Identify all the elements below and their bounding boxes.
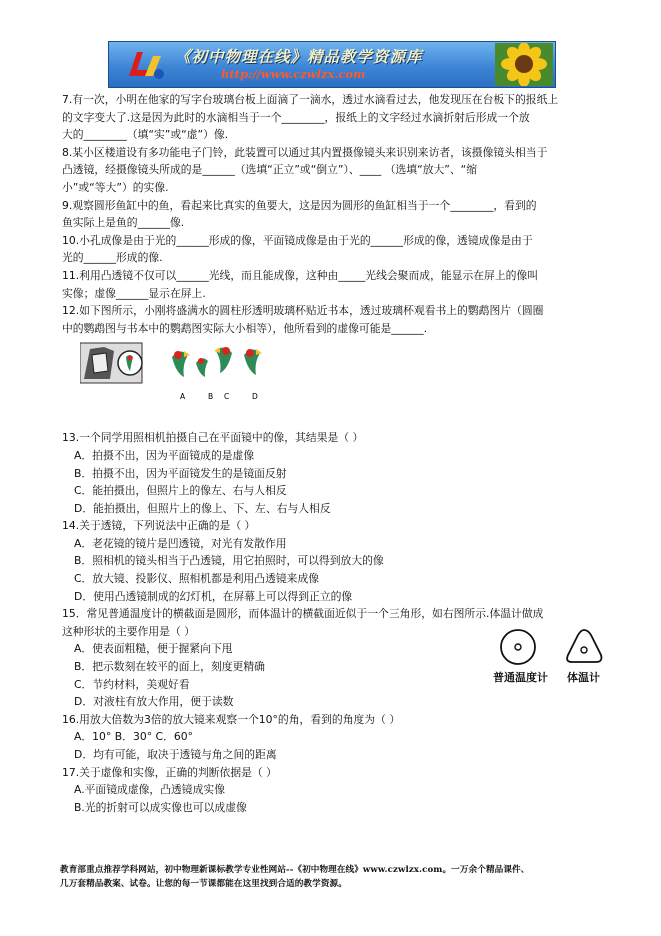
answer-option: D．对液柱有放大作用，便于读数 bbox=[74, 695, 234, 709]
question-stem: 14.关于透镜，下列说法中正确的是（ ） bbox=[62, 519, 256, 533]
question-q17 bbox=[62, 764, 590, 817]
question-line: 11.利用凸透镜不仅可以______光线，而且能成像，这种由_____光线会聚而成，能显示在屏上的像叫 bbox=[62, 268, 539, 282]
question-line: 小”或“等大”）的实像. bbox=[62, 180, 169, 194]
answer-option: B.光的折射可以成实像也可以成虚像 bbox=[74, 800, 247, 814]
question-line: 鱼实际上是鱼的______像. bbox=[62, 216, 185, 230]
answer-option: A．使表面粗糙，便于握紧向下甩 bbox=[74, 642, 233, 656]
question-line: 9.观察圆形鱼缸中的鱼，看起来比真实的鱼要大，这是因为圆形的鱼缸相当于一个________，看到的 bbox=[62, 198, 537, 212]
banner-title: 《初中物理在线》精品教学资源库 bbox=[175, 47, 423, 66]
question-q13 bbox=[62, 429, 590, 517]
question-line: 7.有一次，小明在他家的写字台玻璃台板上面滴了一滴水，透过水滴看过去，他发现压在台板下的报纸上 bbox=[62, 93, 559, 106]
figure-label-b: B bbox=[208, 392, 214, 402]
answer-option: B．拍摄不出，因为平面镜发生的是镜面反射 bbox=[74, 466, 287, 480]
triangular-thermometer-icon bbox=[567, 630, 601, 662]
round-thermometer-icon bbox=[501, 630, 535, 664]
figure-label-a: A bbox=[180, 392, 186, 402]
label-clinical-thermometer: 体温计 bbox=[567, 671, 600, 684]
question-q11 bbox=[62, 267, 590, 302]
question-line: 中的鹦鹉图与书本中的鹦鹉图实际大小相等），他所看到的虚像可能是______. bbox=[62, 321, 428, 335]
question-stem: 17.关于虚像和实像，正确的判断依据是（ ） bbox=[62, 765, 277, 779]
question-stem: 13.一个同学用照相机拍摄自己在平面镜中的像，其结果是（ ） bbox=[62, 431, 364, 445]
answer-option: C．节约材料，美观好看 bbox=[74, 677, 190, 691]
parrot-figure bbox=[80, 341, 590, 403]
parrot-option-images bbox=[172, 347, 262, 377]
question-q14 bbox=[62, 517, 590, 605]
question-q12 bbox=[62, 302, 590, 337]
answer-option: A.平面镜成虚像，凸透镜成实像 bbox=[74, 783, 225, 797]
question-line: 实像；虚像______显示在屏上. bbox=[62, 286, 206, 300]
answer-option: C．放大镜、投影仪、照相机都是利用凸透镜来成像 bbox=[74, 572, 320, 586]
page-footer bbox=[60, 863, 620, 891]
question-stem: 15．常见普通温度计的横截面是圆形，而体温计的横截面近似于一个三角形，如右图所示.体温计做成 bbox=[62, 607, 544, 621]
question-line: 12.如下图所示，小刚将盛满水的圆柱形透明玻璃杯贴近书本，透过玻璃杯观看书上的鹦鹉图片（圆圈 bbox=[62, 304, 544, 318]
question-q10 bbox=[62, 232, 590, 267]
worksheet-body bbox=[62, 91, 590, 816]
figure-label-c: C bbox=[224, 392, 230, 402]
question-line: 凸透镜，经摄像镜头所成的是______（选填“正立”或“倒立”）、____ （选填“放大”、“缩 bbox=[62, 163, 478, 177]
question-line: 大的________（填“实”或“虚”）像. bbox=[62, 128, 229, 142]
answer-option: A．老花镜的镜片是凹透镜，对光有发散作用 bbox=[74, 536, 287, 550]
question-line: 10.小孔成像是由于光的______形成的像，平面镜成像是由于光的______形成的像，透镜成像是由于 bbox=[62, 233, 533, 247]
answer-option: B．把示数刻在较平的面上，刻度更精确 bbox=[74, 660, 265, 674]
answer-option: D．使用凸透镜制成的幻灯机，在屏幕上可以得到正立的像 bbox=[74, 589, 353, 603]
book-cup-illustration bbox=[80, 343, 142, 383]
answer-option: A．10° B．30° C．60° bbox=[74, 730, 193, 744]
footer-line-2: 几万套精品教案、试卷。让您的每一节课都能在这里找到合适的教学资源。 bbox=[60, 879, 347, 889]
question-stem-continued: 这种形状的主要作用是（ ） bbox=[62, 624, 195, 638]
banner-url[interactable]: http://www.czwlzx.com bbox=[221, 67, 366, 81]
sunflower-icon bbox=[495, 43, 553, 86]
question-line: 的文字变大了.这是因为此时的水滴相当于一个________，报纸上的文字经过水滴折射后形成一个放 bbox=[62, 110, 530, 124]
site-banner bbox=[108, 41, 556, 88]
question-q16 bbox=[62, 711, 590, 764]
site-logo-icon bbox=[123, 46, 167, 82]
figure-label-d: D bbox=[252, 392, 258, 402]
question-line: 8.某小区楼道设有多功能电子门铃，此装置可以通过其内置摄像镜头来识别来访者，该摄像镜头相当于 bbox=[62, 145, 548, 159]
label-normal-thermometer: 普通温度计 bbox=[493, 671, 548, 684]
answer-option: C．能拍摄出，但照片上的像左、右与人相反 bbox=[74, 484, 287, 498]
question-q8 bbox=[62, 144, 590, 197]
answer-option: B．照相机的镜头相当于凸透镜，用它拍照时，可以得到放大的像 bbox=[74, 554, 384, 568]
question-stem: 16.用放大倍数为3倍的放大镜来观察一个10°的角，看到的角度为（ ） bbox=[62, 712, 401, 726]
answer-option: D．能拍摄出，但照片上的像上、下、左、右与人相反 bbox=[74, 501, 331, 515]
footer-line-1: 教育部重点推荐学科网站，初中物理新课标教学专业性网站--《初中物理在线》www.czwlzx.com。一万余个精品课件、 bbox=[60, 865, 530, 875]
question-q9 bbox=[62, 197, 590, 232]
question-q7 bbox=[62, 91, 590, 144]
question-line: 光的______形成的像. bbox=[62, 251, 163, 265]
answer-option: D．均有可能，取决于透镜与角之间的距离 bbox=[74, 748, 277, 761]
answer-option: A．拍摄不出，因为平面镜成的是虚像 bbox=[74, 448, 255, 462]
